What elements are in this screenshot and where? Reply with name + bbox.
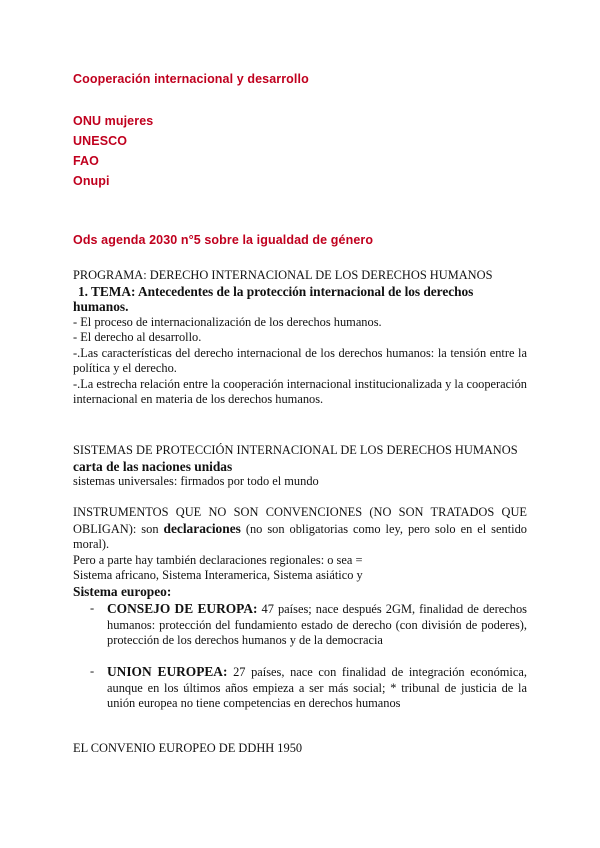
instrumentos-text: INSTRUMENTOS QUE NO SON CONVENCIONES (NO SON TRATADOS QUE OBLIGAN): son — [73, 505, 527, 536]
tema-heading-line2: humanos. — [73, 299, 129, 314]
org-onupi: Onupi — [73, 174, 110, 188]
union-europea-item — [107, 664, 527, 712]
consejo-europa-text: 47 países; nace después 2GM, finalidad de derechos humanos: protección del fundamiento estado de derecho (con división de poderes), protección de los derechos humanos y de la democracia — [107, 602, 527, 647]
instrumentos-section — [73, 505, 527, 599]
tema-title-cont: humanos — [73, 299, 126, 314]
list-bullet: - — [90, 601, 95, 615]
sistemas-regionales-list: Sistema africano, Sistema Interamerica, Sistema asiático y — [73, 568, 363, 582]
consejo-europa-item — [107, 601, 527, 649]
org-unesco: UNESCO — [73, 134, 128, 148]
programa-item: -.La estrecha relación entre la cooperación internacional institucionalizada y la cooperación internacional en materia de los derechos humanos. — [73, 376, 527, 406]
instrumentos-note: (no son obligatorias como ley, pero solo en el sentido moral). — [73, 521, 527, 551]
tema-heading-line1 — [73, 284, 527, 300]
programa-title: PROGRAMA: DERECHO INTERNACIONAL DE LOS DERECHOS HUMANOS — [73, 268, 493, 282]
instrumentos-paragraph — [73, 505, 527, 553]
list-bullet: - — [90, 664, 95, 678]
sistemas-title: SISTEMAS DE PROTECCIÓN INTERNACIONAL DE LOS DERECHOS HUMANOS — [73, 443, 518, 457]
programa-item: - El derecho al desarrollo. — [73, 330, 202, 344]
tema-number: 1. TEMA: — [78, 283, 136, 299]
union-europea-text: 27 países, nace con finalidad de integración económica, aunque en los últimos años empieza a ser más social; * tribunal de justicia de la unión europea no tiene competencias en derechos humanos — [107, 665, 527, 710]
ods-heading: Ods agenda 2030 n°5 sobre la igualdad de género — [73, 233, 374, 247]
tema-title: Antecedentes de la protección internacional de los derechos — [137, 283, 474, 299]
sistemas-section — [73, 443, 527, 490]
org-onu-mujeres: ONU mujeres — [73, 114, 154, 128]
sistema-europeo-heading: Sistema europeo: — [73, 583, 172, 599]
programa-section — [73, 268, 527, 408]
carta-naciones-unidas: carta de las naciones unidas — [73, 458, 233, 474]
programa-item: -.Las características del derecho internacional de los derechos humanos: la tensión entre la política y el derecho. — [73, 345, 527, 375]
consejo-europa-name: CONSEJO DE EUROPA: — [107, 601, 258, 616]
declaraciones-regionales: Pero a parte hay también declaraciones regionales: o sea = — [73, 552, 363, 567]
org-fao: FAO — [73, 154, 99, 168]
programa-item: - El proceso de internacionalización de los derechos humanos. — [73, 314, 382, 329]
declaraciones-term: declaraciones — [163, 520, 241, 536]
union-europea-name: UNION EUROPEA: — [107, 664, 228, 679]
document-title: Cooperación internacional y desarrollo — [73, 72, 309, 86]
convenio-heading: EL CONVENIO EUROPEO DE DDHH 1950 — [73, 741, 303, 755]
sistemas-universales: sistemas universales: firmados por todo el mundo — [73, 474, 319, 488]
